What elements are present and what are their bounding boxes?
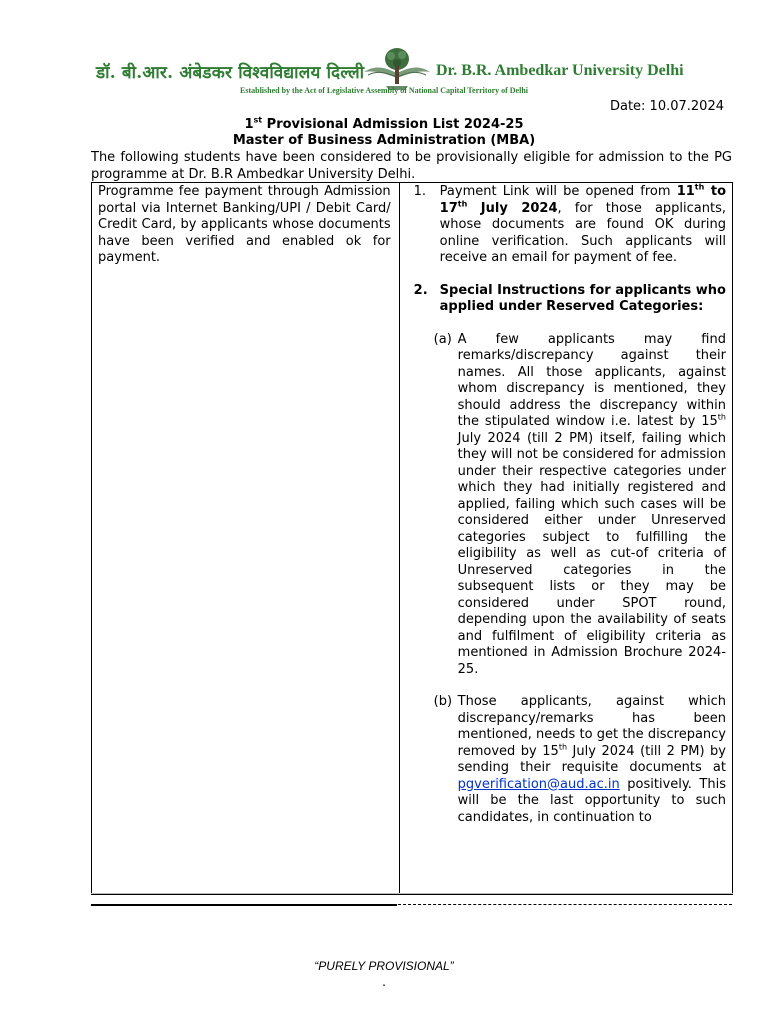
list-title (0, 117, 768, 132)
hindi-university-name: डॉ. बी.आर. अंबेडकर विश्वविद्यालय दिल्ली (96, 63, 365, 83)
point-2 (410, 283, 726, 316)
sub-point-a-text-part: July 2024 (till 2 PM) itself, failing which they will not be considered for admission under their respective categories under which they had initially registered and applied, failing which such cases will be considered either under Unreserved categories subject to fulfilling the eligibility as well as cut-of criteria of Unreserved categories in the subsequent lists or they may be considered under SPOT round, depending upon the availability of seats and fulfilment of eligibility criteria as mentioned in Admission Brochure 2024-25. (457, 430, 726, 677)
intro-line-1: The following students have been considered to be provisionally eligible for admission to the PG (91, 150, 732, 165)
payment-month: July 2024 (467, 200, 558, 216)
payment-end-day: to 17 (439, 184, 727, 216)
sub-point-a (434, 332, 726, 679)
table-bottom-dashed-border (398, 904, 732, 905)
sub-point-b-label: (b) (433, 694, 453, 709)
sub-point-b-text-part: positively. This will be the last opportunity to such candidates, in continuation to (457, 776, 726, 825)
sub-point-b-text (458, 694, 726, 826)
verification-email-link[interactable]: pgverification@aud.ac.in (457, 776, 620, 792)
table-bottom-border (91, 904, 397, 906)
title-text: Provisional Admission List 2024-25 (262, 117, 524, 132)
provisional-note: “PURELY PROVISIONAL” (314, 959, 454, 973)
sub-point-b (434, 694, 726, 826)
point-2-heading: Special Instructions for applicants who applied under Reserved Categories: (439, 282, 726, 314)
fee-payment-cell: Programme fee payment through Admission portal via Internet Banking/UPI / Debit Card/ Credit Card, by applicants whose documents have been verified and enabled ok for payment. (92, 183, 400, 895)
point-1-number: 1. (413, 184, 427, 199)
title-ordinal-suffix: st (253, 115, 263, 125)
point-1-text-part: Payment Link will be opened from (439, 184, 677, 199)
point-1-text (440, 184, 726, 267)
ordinal-suffix: th (694, 182, 705, 192)
ordinal-suffix: th (457, 199, 468, 209)
instructions-cell (399, 183, 732, 895)
point-1-text-part: , for those applicants, whose documents are found OK during online verification. Such applicants will receive an email for payment of fee. (439, 200, 726, 265)
document-date: Date: 10.07.2024 (609, 99, 724, 114)
point-2-number: 2. (413, 282, 428, 298)
sub-point-b-text-part: July 2024 (till 2 PM) by sending their requisite documents at (457, 743, 726, 775)
footer-dot: . (382, 975, 386, 989)
payment-start-day: 11 (676, 184, 695, 199)
intro-line-2: programme at Dr. B.R Ambedkar University Delhi. (91, 167, 416, 182)
instructions-table (91, 182, 733, 895)
ordinal-suffix: th (558, 742, 568, 752)
point-1 (410, 184, 726, 267)
sub-point-a-text-part: A few applicants may find remarks/discrepancy against their names. All those applicants, against whom discrepancy is mentioned, they should address the discrepancy within the stipulated window i.e. latest by 15 (457, 331, 726, 429)
table-bottom-rule (91, 893, 733, 894)
english-university-name: Dr. B.R. Ambedkar University Delhi (436, 62, 684, 79)
title-ordinal-number: 1 (244, 117, 254, 132)
establishment-note: Established by the Act of Legislative Assembly of National Capital Territory of Delhi (240, 86, 528, 95)
sub-point-a-label: (a) (433, 331, 452, 347)
intro-paragraph (91, 149, 732, 183)
sub-point-b-text-part: Those applicants, against which discrepancy/remarks has been mentioned, needs to get the discrepancy removed by 15 (457, 694, 726, 759)
programme-title: Master of Business Administration (MBA) (232, 133, 536, 148)
sub-point-a-text (458, 332, 726, 679)
ordinal-suffix: th (717, 412, 726, 422)
university-header (0, 44, 768, 100)
